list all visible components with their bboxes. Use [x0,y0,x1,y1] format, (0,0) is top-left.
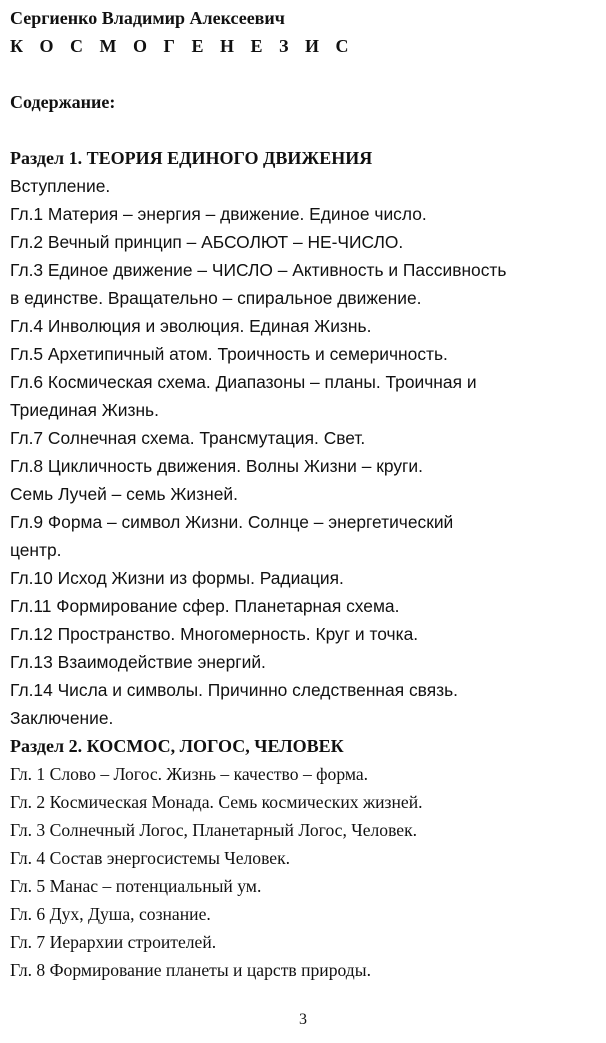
toc-line: Гл.3 Единое движение – ЧИСЛО – Активность и Пассивность [10,260,507,280]
toc-line: Гл.10 Исход Жизни из формы. Радиация. [10,568,344,588]
toc-line: в единстве. Вращательно – спиральное движение. [10,288,422,308]
toc-line: центр. [10,540,62,560]
toc-line: Гл.5 Архетипичный атом. Троичность и семеричность. [10,344,448,364]
section-2-list [10,760,600,984]
toc-line: Триединая Жизнь. [10,400,159,420]
toc-line: Гл. 4 Состав энергосистемы Человек. [10,848,291,868]
toc-line: Гл.6 Космическая схема. Диапазоны – планы. Троичная и [10,372,477,392]
toc-line: Гл. 2 Космическая Монада. Семь космических жизней. [10,792,423,812]
toc-line: Гл. 1 Слово – Логос. Жизнь – качество – форма. [10,764,369,784]
toc-line: Гл.4 Инволюция и эволюция. Единая Жизнь. [10,316,372,336]
toc-line: Вступление. [10,176,111,196]
toc-line: Гл. 7 Иерархии строителей. [10,932,217,952]
toc-line: Гл. 5 Манас – потенциальный ум. [10,876,262,896]
author-name: Сергиенко Владимир Алексеевич [10,8,285,28]
toc-line: Гл.7 Солнечная схема. Трансмутация. Свет. [10,428,366,448]
toc-line: Гл.8 Цикличность движения. Волны Жизни – круги. [10,456,423,476]
book-title: К О С М О Г Е Н Е З И С [10,36,355,56]
section-1-list [10,172,600,732]
toc-line: Гл.12 Пространство. Многомерность. Круг и точка. [10,624,419,644]
toc-line: Гл.2 Вечный принцип – АБСОЛЮТ – НЕ-ЧИСЛО. [10,232,404,252]
section-1-heading: Раздел 1. ТЕОРИЯ ЕДИНОГО ДВИЖЕНИЯ [10,148,373,168]
section-2-heading: Раздел 2. КОСМОС, ЛОГОС, ЧЕЛОВЕК [10,736,344,756]
contents-heading: Содержание: [10,92,116,112]
toc-line: Гл.11 Формирование сфер. Планетарная схема. [10,596,400,616]
toc-line: Гл.9 Форма – символ Жизни. Солнце – энергетический [10,512,454,532]
toc-line: Заключение. [10,708,114,728]
toc-line: Гл.14 Числа и символы. Причинно следственная связь. [10,680,458,700]
toc-line: Гл.1 Материя – энергия – движение. Единое число. [10,204,427,224]
page-number: 3 [299,1011,307,1028]
toc-line: Гл. 8 Формирование планеты и царств природы. [10,960,371,980]
document-page [10,0,600,984]
toc-line: Гл.13 Взаимодействие энергий. [10,652,266,672]
toc-line: Гл. 6 Дух, Душа, сознание. [10,904,211,924]
toc-line: Гл. 3 Солнечный Логос, Планетарный Логос, Человек. [10,820,418,840]
toc-line: Семь Лучей – семь Жизней. [10,484,238,504]
